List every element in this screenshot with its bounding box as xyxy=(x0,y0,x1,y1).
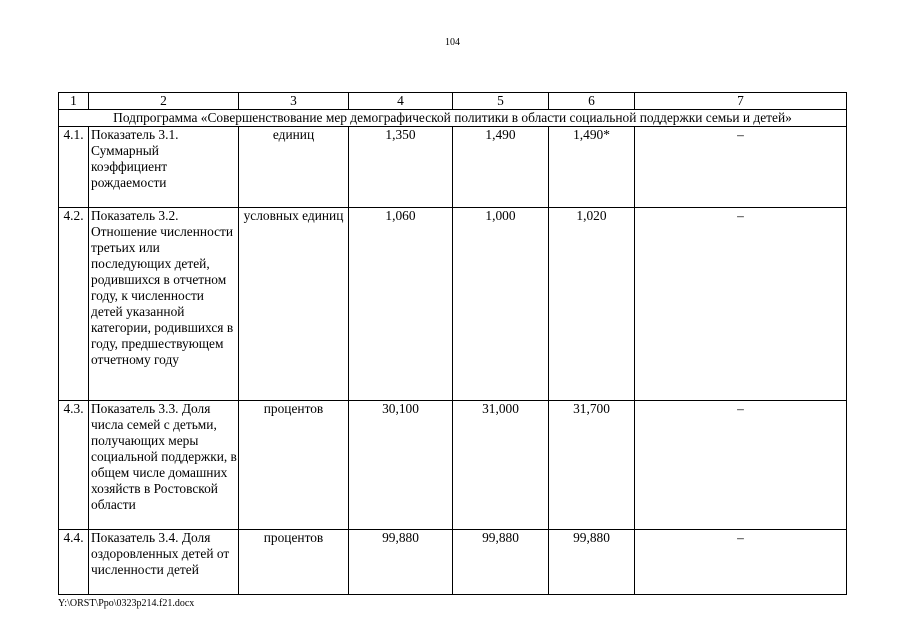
header-cell: 6 xyxy=(549,93,635,110)
indicator-name: Показатель 3.2. Отношение численности третьих или последующих детей, родившихся в отчетном году, к численности детей указанной категории, родившихся в году, предшествующем отчетному году xyxy=(89,208,239,401)
subprogram-title: Подпрограмма «Совершенствование мер демографической политики в области социальной поддержки семьи и детей» xyxy=(59,110,847,127)
row-id: 4.1. xyxy=(59,127,89,208)
value-col4: 1,060 xyxy=(349,208,453,401)
value-col7: – xyxy=(635,530,847,595)
page-number: 104 xyxy=(445,37,460,48)
header-cell: 4 xyxy=(349,93,453,110)
value-col7: – xyxy=(635,401,847,530)
header-cell: 5 xyxy=(453,93,549,110)
header-cell: 3 xyxy=(239,93,349,110)
value-col6: 31,700 xyxy=(549,401,635,530)
indicator-name: Показатель 3.1. Суммарный коэффициент рождаемости xyxy=(89,127,239,208)
value-col6: 1,020 xyxy=(549,208,635,401)
header-cell: 7 xyxy=(635,93,847,110)
unit-cell: единиц xyxy=(239,127,349,208)
table-row xyxy=(59,208,847,401)
indicator-name: Показатель 3.3. Доля числа семей с детьми, получающих меры социальной поддержки, в общем числе домашних хозяйств в Ростовской области xyxy=(89,401,239,530)
row-id: 4.4. xyxy=(59,530,89,595)
value-col4: 30,100 xyxy=(349,401,453,530)
value-col4: 1,350 xyxy=(349,127,453,208)
value-col7: – xyxy=(635,127,847,208)
value-col5: 1,000 xyxy=(453,208,549,401)
unit-cell: процентов xyxy=(239,401,349,530)
table-row xyxy=(59,127,847,208)
row-id: 4.3. xyxy=(59,401,89,530)
value-col5: 1,490 xyxy=(453,127,549,208)
value-col6: 1,490* xyxy=(549,127,635,208)
header-cell: 1 xyxy=(59,93,89,110)
value-col5: 31,000 xyxy=(453,401,549,530)
indicators-table xyxy=(58,92,847,595)
unit-cell: процентов xyxy=(239,530,349,595)
table-row xyxy=(59,530,847,595)
file-path-footer: Y:\ORST\Ppo\0323p214.f21.docx xyxy=(58,598,195,609)
header-row xyxy=(59,93,847,110)
value-col7: – xyxy=(635,208,847,401)
value-col5: 99,880 xyxy=(453,530,549,595)
header-cell: 2 xyxy=(89,93,239,110)
unit-cell: условных единиц xyxy=(239,208,349,401)
row-id: 4.2. xyxy=(59,208,89,401)
table-row xyxy=(59,401,847,530)
value-col4: 99,880 xyxy=(349,530,453,595)
value-col6: 99,880 xyxy=(549,530,635,595)
subprogram-row xyxy=(59,110,847,127)
indicator-name: Показатель 3.4. Доля оздоровленных детей от численности детей xyxy=(89,530,239,595)
